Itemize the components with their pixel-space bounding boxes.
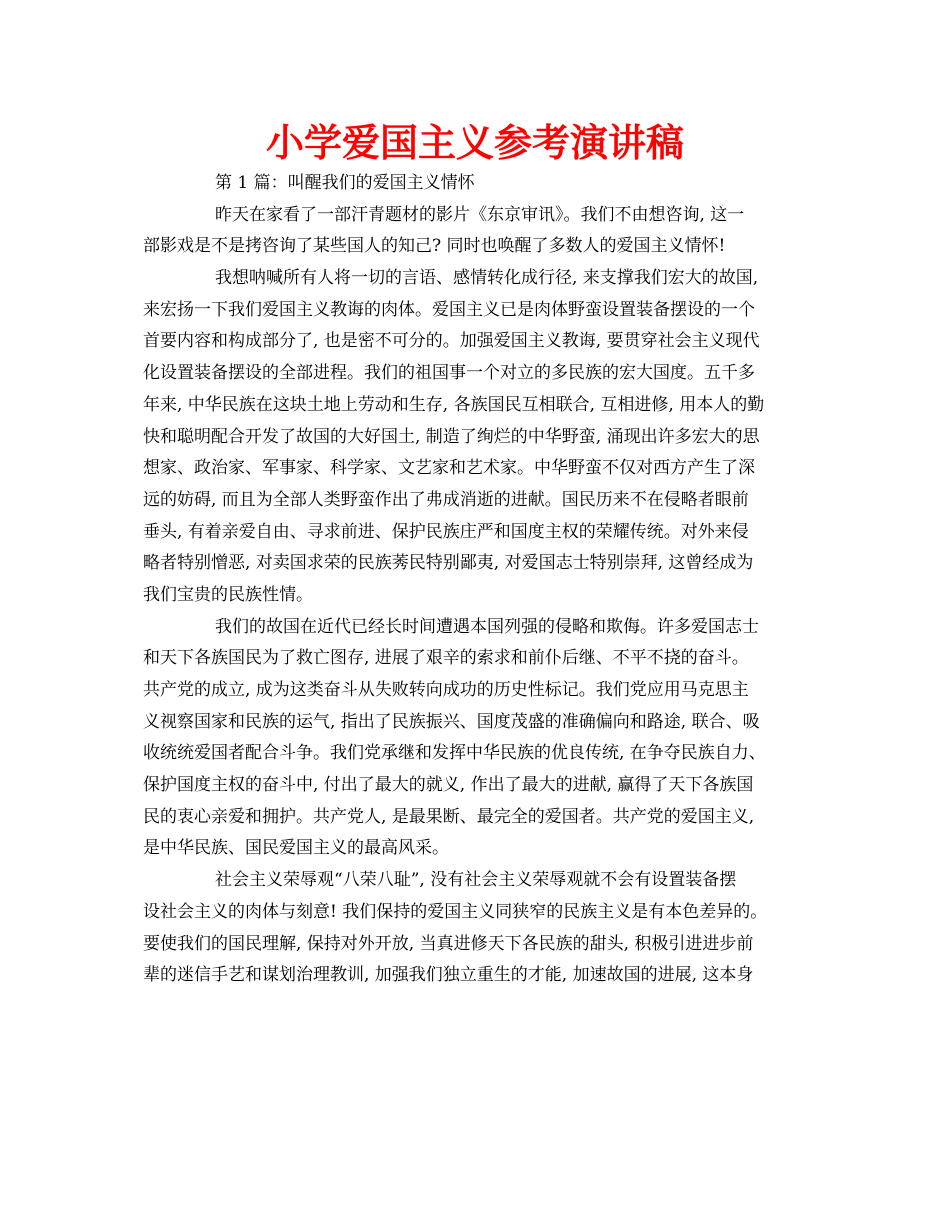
document-title: 小学爱国主义参考演讲稿 bbox=[265, 121, 684, 165]
text-line: 民的衷心亲爱和拥护。共产党人, 是最果断、最完全的爱国者。共产党的爱国主义, bbox=[143, 806, 755, 827]
text-line: 辈的迷信手艺和谋划治理教训, 加强我们独立重生的才能, 加速故国的进展, 这本身 bbox=[143, 965, 754, 986]
text-line: 略者特别憎恶, 对卖国求荣的民族莠民特别鄙夷, 对爱国志士特别崇拜, 这曾经成为 bbox=[143, 553, 754, 574]
text-line: 设社会主义的肉体与刻意! 我们保持的爱国主义同狭窄的民族主义是有本色差异的。 bbox=[143, 901, 768, 922]
text-line: 是中华民族、国民爱国主义的最高风采。 bbox=[143, 838, 449, 859]
section-heading: 第 1 篇：叫醒我们的爱国主义情怀 bbox=[215, 173, 475, 193]
text-line: 我们宝贵的民族性情。 bbox=[143, 584, 313, 605]
text-line: 我们的故国在近代已经长时间遭遇本国列强的侵略和欺侮。许多爱国志士 bbox=[215, 616, 759, 637]
text-line: 远的妨碍, 而且为全部人类野蛮作出了弗成消逝的进献。国民历来不在侵略者眼前 bbox=[143, 489, 749, 510]
text-line: 社会主义荣辱观“八荣八耻”, 没有社会主义荣辱观就不会有设置装备摆 bbox=[215, 870, 737, 891]
text-line: 收统统爱国者配合斗争。我们党承继和发挥中华民族的优良传统, 在争夺民族自力、 bbox=[143, 743, 766, 764]
text-line: 首要内容和构成部分了, 也是密不可分的。加强爱国主义教诲, 要贯穿社会主义现代 bbox=[143, 331, 760, 352]
text-line: 共产党的成立, 成为这类奋斗从失败转向成功的历史性标记。我们党应用马克思主 bbox=[143, 680, 749, 700]
text-line: 年来, 中华民族在这块土地上劳动和生存, 各族国民互相联合, 互相进修, 用本人的勤 bbox=[143, 394, 765, 415]
text-line: 和天下各族国民为了救亡图存, 进展了艰辛的索求和前仆后继、不平不挠的奋斗。 bbox=[143, 648, 749, 669]
text-line: 昨天在家看了一部汗青题材的影片《东京审讯》。我们不由想咨询, 这一 bbox=[215, 204, 745, 225]
text-line: 部影戏是不是拷咨询了某些国人的知己? 同时也唤醒了多数人的爱国主义情怀! bbox=[143, 236, 726, 257]
text-line: 快和聪明配合开发了故国的大好国土, 制造了绚烂的中华野蛮, 涌现出许多宏大的思 bbox=[143, 426, 760, 447]
text-line: 化设置装备摆设的全部进程。我们的祖国事一个对立的多民族的宏大国度。五千多 bbox=[143, 363, 755, 384]
text-line: 义视察国家和民族的运气, 指出了民族振兴、国度茂盛的准确偏向和路途, 联合、吸 bbox=[143, 711, 760, 732]
text-line: 垂头, 有着亲爱自由、寻求前进、保护民族庄严和国度主权的荣耀传统。对外来侵 bbox=[143, 521, 749, 542]
text-line: 保护国度主权的奋斗中, 付出了最大的就义, 作出了最大的进献, 赢得了天下各族国 bbox=[143, 775, 754, 796]
text-line: 来宏扬一下我们爱国主义教诲的肉体。爱国主义已是肉体野蛮设置装备摆设的一个 bbox=[143, 299, 755, 320]
text-line: 我想呐喊所有人将一切的言语、感情转化成行径, 来支撑我们宏大的故国, bbox=[215, 268, 759, 289]
text-line: 要使我们的国民理解, 保持对外开放, 当真进修天下各民族的甜头, 积极引进进步前 bbox=[143, 933, 754, 954]
text-line: 想家、政治家、军事家、科学家、文艺家和艺术家。中华野蛮不仅对西方产生了深 bbox=[143, 458, 755, 479]
document-body bbox=[143, 168, 815, 992]
